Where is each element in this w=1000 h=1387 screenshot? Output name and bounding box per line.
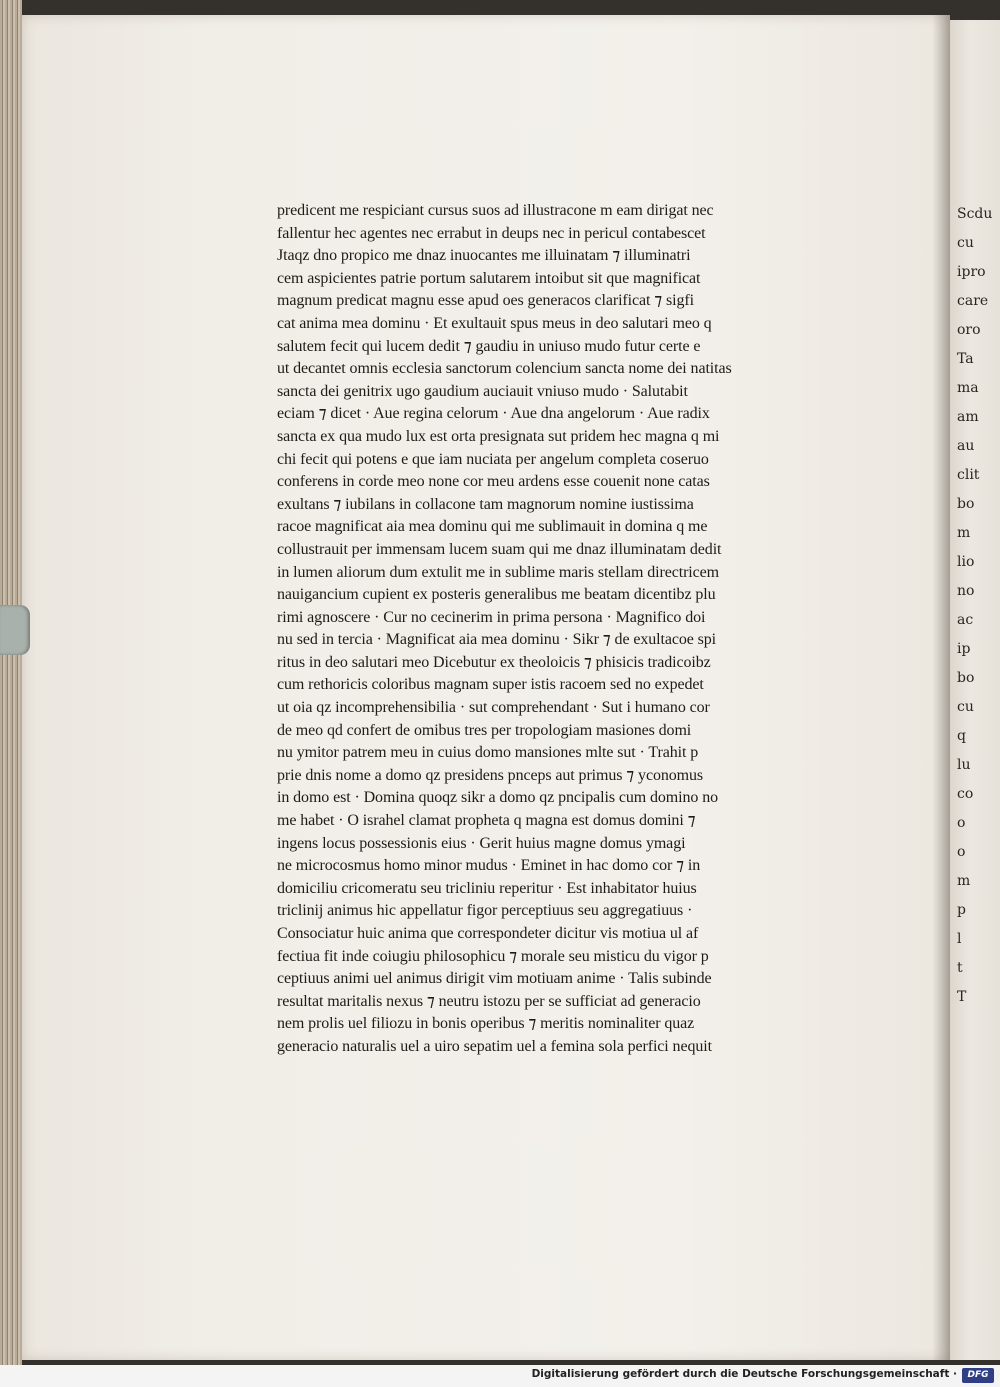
text-line: de meo qd confert de omibus tres per tropologiam masiones domi bbox=[277, 721, 692, 739]
text-line: ut oia qz incomprehensibilia · sut comprehendant · Sut i humano cor bbox=[277, 699, 710, 717]
next-page-fragment: cu bbox=[957, 699, 974, 715]
text-line: cat anima mea dominu · Et exultauit spus meus in deo salutari meo q bbox=[277, 314, 712, 332]
incunabula-text-block bbox=[277, 200, 857, 1059]
text-line: ritus in deo salutari meo Dicebutur ex theoloicis ⁊ phisicis tradicoibz bbox=[277, 653, 711, 671]
text-line: salutem fecit qui lucem dedit ⁊ gaudiu in uniuso mudo futur certe e bbox=[277, 337, 701, 355]
text-line: prie dnis nome a domo qz presidens pnceps aut primus ⁊ yconomus bbox=[277, 766, 704, 784]
text-line: nu ymitor patrem meu in cuius domo mansiones mlte sut · Trahit p bbox=[277, 744, 699, 762]
next-page-fragment: Ta bbox=[957, 351, 974, 367]
next-page-fragment: am bbox=[957, 409, 979, 425]
next-page-fragment: cu bbox=[957, 235, 974, 251]
next-page-fragment: m bbox=[957, 525, 971, 541]
next-page-fragment: no bbox=[957, 583, 975, 599]
next-page-fragment: ip bbox=[957, 641, 971, 657]
next-page-fragment: ac bbox=[957, 612, 974, 628]
next-page-fragment: ipro bbox=[957, 264, 986, 280]
text-line: nu sed in tercia · Magnificat aia mea dominu · Sikr ⁊ de exultacoe spi bbox=[277, 631, 717, 649]
text-line: resultat maritalis nexus ⁊ neutru istozu per se sufficiat ad generacio bbox=[277, 992, 701, 1010]
clasp bbox=[0, 605, 30, 655]
text-line: nauigancium cupient ex posteris generalibus me beatam dicentibz plu bbox=[277, 586, 716, 604]
text-line: cem aspicientes patrie portum salutarem intoibut sit que magnificat bbox=[277, 269, 701, 287]
page-gutter bbox=[932, 15, 950, 1360]
book-edge bbox=[0, 0, 22, 1365]
next-page-fragment: clit bbox=[957, 467, 980, 483]
text-line: Jtaqz dno propico me dnaz inuocantes me illuinatam ⁊ illuminatri bbox=[277, 247, 691, 265]
dfg-logo: DFG bbox=[962, 1368, 994, 1383]
text-line: ne microcosmus homo minor mudus · Eminet in hac domo cor ⁊ in bbox=[277, 857, 701, 875]
next-page-fragment: Scdu bbox=[957, 206, 993, 222]
next-page-fragment: co bbox=[957, 786, 974, 802]
text-line: predicent me respiciant cursus suos ad illustracone m eam dirigat nec bbox=[277, 202, 714, 219]
next-page-fragment: au bbox=[957, 438, 975, 454]
next-page-fragment: bo bbox=[957, 670, 975, 686]
text-line: ingens locus possessionis eius · Gerit huius magne domus ymagi bbox=[277, 834, 686, 852]
text-line: me habet · O israhel clamat propheta q magna est domus domini ⁊ bbox=[277, 812, 696, 830]
next-page-fragment: lu bbox=[957, 757, 971, 773]
next-page-fragment: ma bbox=[957, 380, 979, 396]
text-line: domiciliu cricomeratu seu tricliniu reperitur · Est inhabitator huius bbox=[277, 879, 697, 897]
next-page-fragment: q bbox=[957, 728, 966, 744]
text-line: Consociatur huic anima que correspondeter dicitur vis motiua ul af bbox=[277, 925, 699, 942]
text-line: in domo est · Domina quoqz sikr a domo qz pncipalis cum domino no bbox=[277, 789, 718, 807]
next-page-fragment: p bbox=[957, 902, 966, 918]
next-page-fragment: l bbox=[957, 931, 962, 947]
text-line: cum rethoricis coloribus magnam super istis racoem sed no expedet bbox=[277, 676, 704, 694]
text-line: ceptiuus animi uel animus dirigit vim motiuam anime · Talis subinde bbox=[277, 970, 712, 988]
text-line: racoe magnificat aia mea dominu qui me sublimauit in domina q me bbox=[277, 518, 708, 536]
text-line: chi fecit qui potens e que iam nuciata per angelum completa coseruo bbox=[277, 450, 709, 468]
next-page-fragment: o bbox=[957, 844, 966, 860]
next-page-fragment: lio bbox=[957, 554, 975, 570]
footer-bar bbox=[0, 1365, 1000, 1387]
funding-credit: Digitalisierung gefördert durch die Deutsche Forschungsgemeinschaft · bbox=[531, 1368, 957, 1380]
text-line: eciam ⁊ dicet · Aue regina celorum · Aue dna angelorum · Aue radix bbox=[277, 405, 710, 423]
next-page-fragment: t bbox=[957, 960, 963, 976]
text-line: rimi agnoscere · Cur no cecinerim in prima persona · Magnifico doi bbox=[277, 608, 706, 626]
text-line: nem prolis uel filiozu in bonis operibus ⁊ meritis nominaliter quaz bbox=[277, 1015, 695, 1033]
text-line: collustrauit per immensam lucem suam qui me dnaz illuminatam dedit bbox=[277, 540, 722, 558]
next-page-fragment: m bbox=[957, 873, 971, 889]
next-page-fragment: bo bbox=[957, 496, 975, 512]
text-line: sancta dei genitrix ugo gaudium auciauit vniuso mudo · Salutabit bbox=[277, 382, 688, 400]
text-line: ut decantet omnis ecclesia sanctorum colencium sancta nome dei natitas bbox=[277, 360, 732, 378]
text-line: triclinij animus hic appellatur figor perceptiuus seu aggregatiuus · bbox=[277, 902, 693, 920]
next-page-fragment: care bbox=[957, 293, 989, 309]
text-line: fallentur hec agentes nec errabut in deups nec in pericul contabescet bbox=[277, 224, 706, 242]
next-page-fragment: o bbox=[957, 815, 966, 831]
text-line: exultans ⁊ iubilans in collacone tam magnorum nomine iustissima bbox=[277, 495, 694, 513]
text-line: in lumen aliorum dum extulit me in sublime maris stellam directricem bbox=[277, 563, 719, 581]
next-page-edge bbox=[950, 20, 1000, 1360]
next-page-fragment: oro bbox=[957, 322, 981, 338]
text-line: conferens in corde meo none cor meu ardens esse couenit none catas bbox=[277, 473, 710, 491]
text-line: fectiua fit inde coiugiu philosophicu ⁊ morale seu misticu du vigor p bbox=[277, 947, 709, 965]
text-line: generacio naturalis uel a uiro sepatim uel a femina sola perfici nequit bbox=[277, 1037, 712, 1055]
next-page-fragment: T bbox=[957, 989, 967, 1005]
text-line: magnum predicat magnu esse apud oes generacos clarificat ⁊ sigfi bbox=[277, 292, 694, 310]
text-line: sancta ex qua mudo lux est orta presignata sut pridem hec magna q mi bbox=[277, 427, 720, 445]
